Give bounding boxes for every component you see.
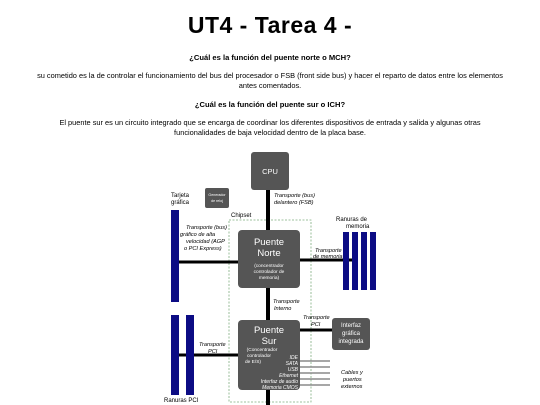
port-ide: IDE — [289, 355, 298, 361]
port-audio: Interfaz de audio — [260, 379, 298, 385]
cpu-label: CPU — [262, 167, 278, 176]
question-south-bridge: ¿Cuál es la función del puente sur o ICH? — [194, 100, 346, 109]
graphics-card-slot — [171, 210, 179, 302]
graphics-card-label-1: Tarjeta — [171, 193, 190, 199]
agp-label-1: Transporte (bus) — [186, 225, 227, 231]
pci-left-label-1: Transporte — [199, 342, 226, 348]
page-title: UT4 - Tarea 4 - — [187, 12, 353, 38]
memory-slots-label-1: Ranuras de — [336, 217, 368, 223]
agp-label-2: gráfico de alta — [180, 232, 216, 238]
external-label-3: externos — [341, 384, 363, 390]
pci-right-label-2: PCI — [311, 322, 321, 328]
pci-left-label-2: PCI — [208, 349, 218, 355]
pci-right-label-1: Transporte — [303, 315, 330, 321]
answer-north-bridge-line-2: antes comentados. — [238, 80, 302, 90]
south-bridge-title-1: Puente — [253, 325, 285, 336]
graphics-card-label-2: gráfica — [171, 200, 190, 206]
answer-north-bridge-line-1: su cometido es la de controlar el funcionamiento del bus del procesador o FSB (front side bus) y hacer el reparto de datos entre los elementos — [37, 71, 503, 80]
port-ethernet: Ethernet — [279, 373, 298, 379]
south-bridge-title-2: Sur — [261, 336, 277, 347]
clock-generator-box — [205, 188, 229, 208]
port-usb: USB — [287, 367, 298, 373]
memory-slots — [343, 232, 376, 290]
clock-label-2: de reloj — [211, 199, 223, 203]
port-cmos: Memoria CMOS — [262, 385, 298, 391]
internal-bus-label-2: Interno — [274, 306, 292, 312]
internal-bus-label-1: Transporte — [273, 299, 300, 305]
chipset-label: Chipset — [231, 213, 252, 219]
answer-south-bridge-line-1: El puente sur es un circuito integrado que se encarga de coordinar los diferentes dispositivos de entrada y salida y algunas otras — [59, 118, 481, 127]
external-label-1: Cables y — [341, 370, 363, 376]
memory-slots-label-2: memoria — [346, 224, 370, 230]
north-bridge-title-1: Puente — [253, 237, 285, 248]
external-label-2: puertos — [343, 377, 362, 383]
north-bridge-title-2: Norte — [257, 248, 281, 259]
answer-south-bridge-line-2: funcionalidades de baja velocidad dentro de la placa base. — [174, 127, 366, 137]
port-lines — [300, 361, 330, 385]
south-bridge-sub-1: (Concentrador — [246, 348, 278, 353]
south-bridge-sub-2: controlador — [247, 354, 271, 359]
fsb-label-1: Transporte (bus) — [274, 193, 315, 199]
north-bridge-sub-3: memoria) — [258, 276, 280, 281]
agp-label-4: o PCI Express) — [184, 246, 222, 252]
integrated-graphics-2: gráfica — [341, 331, 361, 337]
pci-slots-label: Ranuras PCI — [164, 398, 199, 404]
clock-label-1: Generador — [208, 193, 226, 197]
memory-bus-label-2: de memoria — [313, 254, 343, 260]
memory-bus-label-1: Transporte — [315, 248, 342, 254]
agp-label-3: velocidad (AGP — [186, 239, 225, 245]
north-bridge-sub-2: controlador de — [253, 270, 285, 275]
integrated-graphics-3: integrada — [338, 339, 364, 345]
port-sata: SATA — [285, 361, 298, 367]
integrated-graphics-1: Interfaz — [340, 323, 362, 329]
fsb-label-2: delantero (FSB) — [274, 200, 314, 206]
south-bridge-sub-3: de E/S) — [245, 360, 261, 365]
north-bridge-sub-1: (concentrador — [254, 264, 284, 269]
question-north-bridge: ¿Cuál es la función del puente norte o MCH? — [189, 53, 351, 62]
